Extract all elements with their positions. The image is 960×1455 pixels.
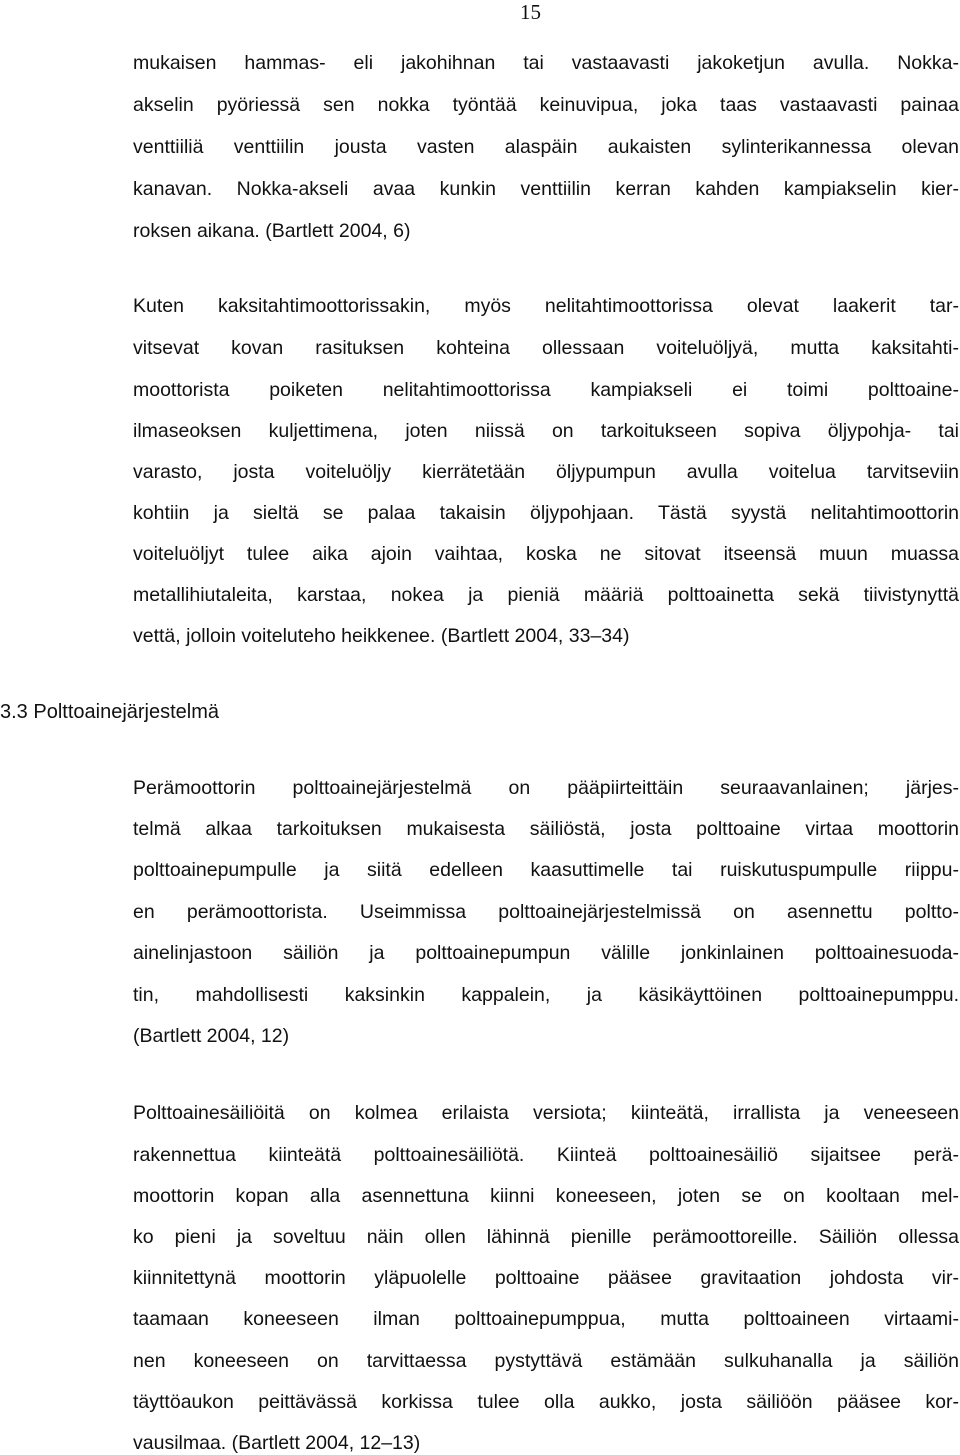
text-line: kohtiin ja sieltä se palaa takaisin öljypohjaan. Tästä syystä nelitahtimoottorin [133,502,959,524]
text-line: Perämoottorin polttoainejärjestelmä on pääpiirteittäin seuraavanlainen; järjes- [133,777,959,799]
text-line: vausilmaa. (Bartlett 2004, 12–13) [133,1432,421,1454]
text-line: nen koneeseen on tarvittaessa pystyttävä estämään sulkuhanalla ja säiliön [133,1350,959,1372]
text-line: polttoainepumpulle ja siitä edelleen kaasuttimelle tai ruiskutuspumpulle riippu- [133,859,959,881]
text-line: metallihiutaleita, karstaa, nokea ja pieniä määriä polttoainetta sekä tiivistynyttä [133,584,959,606]
text-line: Polttoainesäiliöitä on kolmea erilaista versiota; kiinteätä, irrallista ja veneeseen [133,1102,959,1124]
text-line: tin, mahdollisesti kaksinkin kappalein, ja käsikäyttöinen polttoainepumppu. [133,984,959,1006]
text-line: moottorista poiketen nelitahtimoottorissa kampiakseli ei toimi polttoaine- [133,379,959,401]
text-line: roksen aikana. (Bartlett 2004, 6) [133,220,411,242]
text-line: vitsevat kovan rasituksen kohteina ollessaan voiteluöljyä, mutta kaksitahti- [133,337,959,359]
section-heading: 3.3 Polttoainejärjestelmä [0,701,220,723]
text-line: (Bartlett 2004, 12) [133,1025,290,1047]
text-line: vettä, jolloin voiteluteho heikkenee. (Bartlett 2004, 33–34) [133,625,630,647]
text-line: ko pieni ja soveltuu näin ollen lähinnä pienille perämoottoreille. Säiliön ollessa [133,1226,959,1248]
text-line: Kuten kaksitahtimoottorissakin, myös nelitahtimoottorissa olevat laakerit tar- [133,295,959,317]
text-line: taamaan koneeseen ilman polttoainepumppua, mutta polttoaineen virtaami- [133,1308,959,1330]
page-number: 15 [520,0,541,24]
text-line: kiinnitettynä moottorin yläpuolelle polttoaine pääsee gravitaation johdosta vir- [133,1267,959,1289]
text-line: täyttöaukon peittävässä korkissa tulee olla aukko, josta säiliöön pääsee kor- [133,1391,959,1413]
text-line: kanavan. Nokka-akseli avaa kunkin venttiilin kerran kahden kampiakselin kier- [133,178,959,200]
text-line: varasto, josta voiteluöljy kierrätetään öljypumpun avulla voitelua tarvitseviin [133,461,959,483]
text-line: telmä alkaa tarkoituksen mukaisesta säiliöstä, josta polttoaine virtaa moottorin [133,818,959,840]
text-line: ainelinjastoon säiliön ja polttoainepumpun välille jonkinlainen polttoainesuoda- [133,942,959,964]
text-line: voiteluöljyt tulee aika ajoin vaihtaa, koska ne sitovat itseensä muun muassa [133,543,959,565]
text-line: en perämoottorista. Useimmissa polttoainejärjestelmissä on asennettu poltto- [133,901,959,923]
text-line: akselin pyöriessä sen nokka työntää keinuvipua, joka taas vastaavasti painaa [133,94,959,116]
text-line: rakennettua kiinteätä polttoainesäiliötä. Kiinteä polttoainesäiliö sijaitsee perä- [133,1144,959,1166]
text-line: moottorin kopan alla asennettuna kiinni koneeseen, joten se on kooltaan mel- [133,1185,959,1207]
text-line: ilmaseoksen kuljettimena, joten niissä on tarkoitukseen sopiva öljypohja- tai [133,420,959,442]
text-line: venttiiliä venttiilin jousta vasten alaspäin aukaisten sylinterikannessa olevan [133,136,959,158]
text-line: mukaisen hammas- eli jakohihnan tai vastaavasti jakoketjun avulla. Nokka- [133,52,959,74]
